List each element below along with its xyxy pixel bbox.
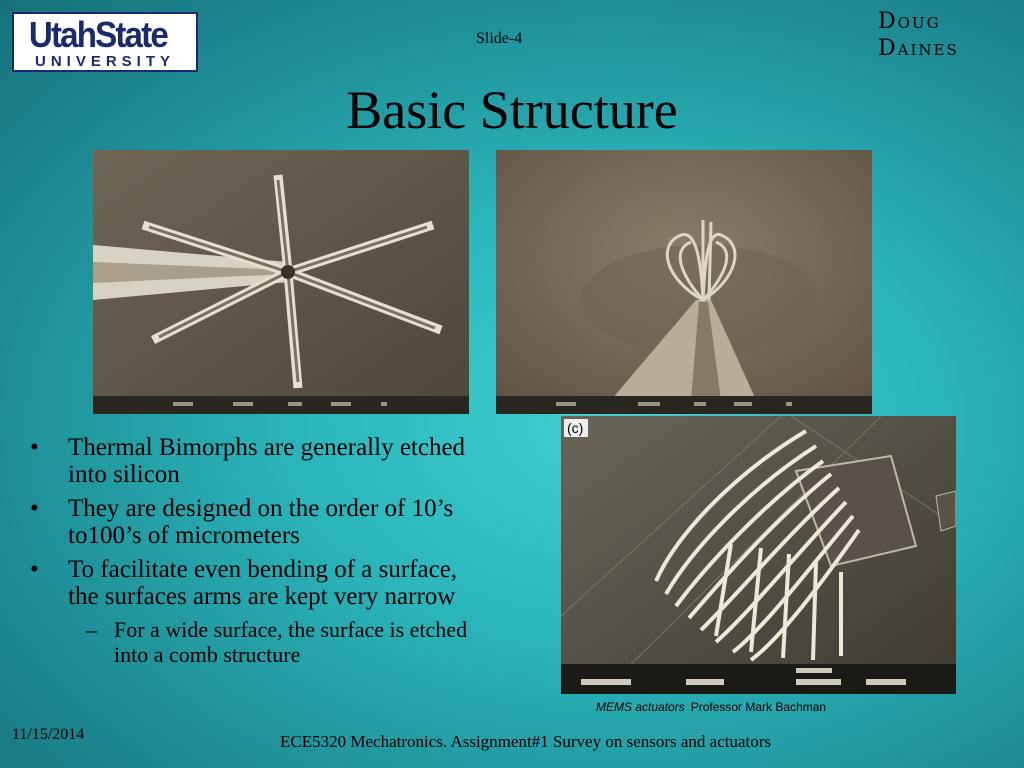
sub-bullet-item: – For a wide surface, the surface is etched into a comb structure <box>86 617 468 667</box>
bullet-dot-icon: • <box>30 556 39 583</box>
caption-credit: Professor Mark Bachman <box>690 700 827 714</box>
bullet-item: • To facilitate even bending of a surface, the surfaces arms are kept very narrow <box>30 556 458 610</box>
bullet-dot-icon: • <box>30 434 39 461</box>
author-name <box>878 8 1018 62</box>
author-first: Doug <box>878 9 941 34</box>
bullet-dot-icon: • <box>30 495 39 522</box>
author-last: Daines <box>878 36 959 61</box>
caption-italic: MEMS actuators <box>596 700 685 714</box>
slide-date: 11/15/2014 <box>12 726 85 743</box>
bullet-item: • Thermal Bimorphs are generally etched into silicon <box>30 434 466 488</box>
image-caption <box>596 700 826 714</box>
bullet-list <box>28 434 488 674</box>
slide-footer: ECE5320 Mechatronics. Assignment#1 Survey on sensors and actuators <box>280 732 772 751</box>
sem-image-curled-structure <box>496 150 872 414</box>
sem-image-star-structure <box>93 150 469 414</box>
bullet-item: • They are designed on the order of 10’s to100’s of micrometers <box>30 495 454 549</box>
university-logo <box>12 12 198 72</box>
dash-icon: – <box>86 617 97 642</box>
slide-title: Basic Structure <box>346 80 678 140</box>
figure-label: (c) <box>567 420 584 436</box>
slide-number: Slide-4 <box>476 30 523 47</box>
sem-image-comb-structure <box>561 416 956 694</box>
logo-wordmark: UtahState <box>28 14 167 55</box>
logo-subtext: UNIVERSITY <box>34 53 175 70</box>
